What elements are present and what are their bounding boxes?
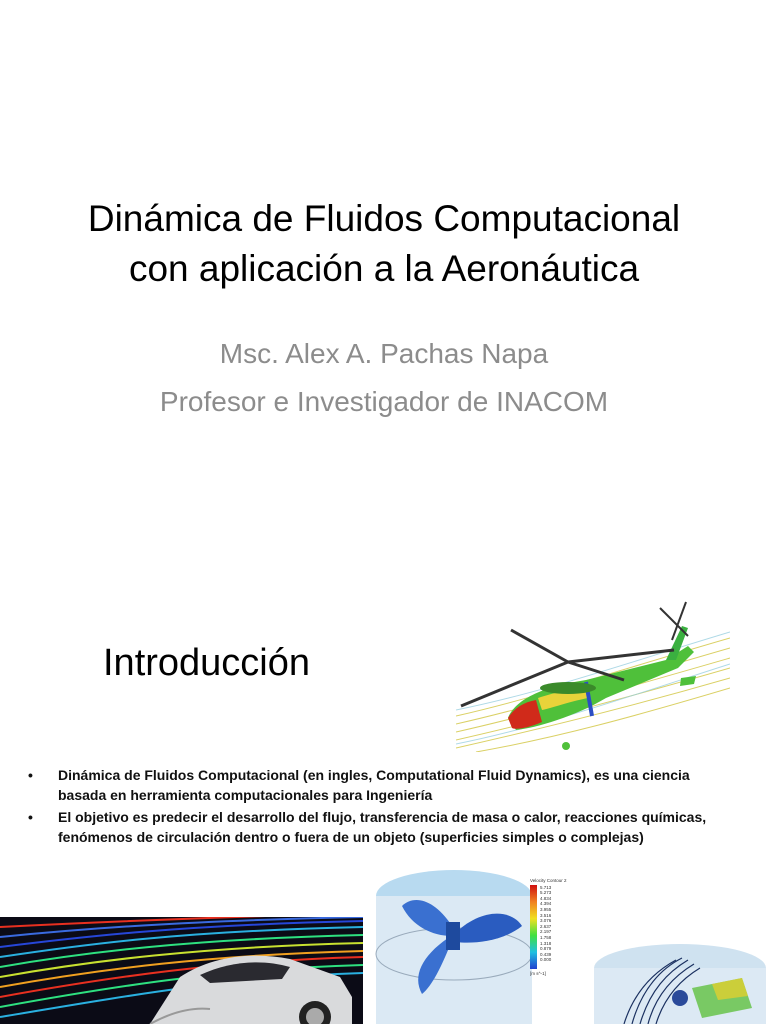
intro-slide	[0, 576, 768, 1024]
legend-value: 0.439	[540, 951, 552, 957]
bullet-item	[28, 765, 728, 805]
bullet-symbol: •	[28, 767, 33, 783]
legend-value: 0.879	[540, 946, 552, 952]
car-cfd-image	[0, 917, 363, 1024]
legend-title: Velocity Contour 2	[530, 878, 567, 883]
bullet-list	[28, 765, 728, 849]
legend-value: 4.834	[540, 895, 552, 901]
legend-value: 1.318	[540, 940, 552, 946]
slide-title	[40, 194, 728, 294]
turbine-cfd-image	[592, 938, 768, 1024]
legend-value: 2.637	[540, 923, 552, 929]
legend-value: 4.394	[540, 901, 552, 907]
legend-value: 5.273	[540, 890, 552, 896]
title-line-1: Dinámica de Fluidos Computacional	[87, 198, 681, 239]
bullet-symbol: •	[28, 809, 33, 825]
legend-value: 5.713	[540, 884, 552, 890]
legend-value: 1.758	[540, 934, 552, 940]
legend-value: 2.197	[540, 929, 552, 935]
legend-value: 3.516	[540, 912, 552, 918]
helicopter-cfd-image	[456, 598, 730, 752]
title-line-2: con aplicación a la Aeronáutica	[128, 248, 640, 289]
velocity-legend	[530, 878, 570, 976]
legend-value: 3.076	[540, 918, 552, 924]
author-role: Profesor e Investigador de INACOM	[159, 386, 609, 417]
bullet-item	[28, 807, 728, 847]
legend-value: 0.000	[540, 957, 552, 963]
legend-unit: [m s^-1]	[530, 970, 546, 976]
slide-subtitle	[40, 330, 728, 426]
legend-color-bar	[530, 885, 537, 969]
intro-title: Introducción	[103, 642, 311, 684]
bullet-text: Dinámica de Fluidos Computacional (en ingles, Computational Fluid Dynamics), es una ciencia basada en herramienta computacionales para Ingeniería	[58, 767, 690, 803]
bullet-text: El objetivo es predecir el desarrollo del flujo, transferencia de masa o calor, reacciones químicas, fenómenos de circulación dentro o fuera de un objeto (superficies simples o complejas)	[58, 809, 707, 845]
author-name: Msc. Alex A. Pachas Napa	[219, 338, 549, 369]
propeller-cfd-image	[372, 866, 572, 1024]
legend-value: 3.955	[540, 906, 552, 912]
